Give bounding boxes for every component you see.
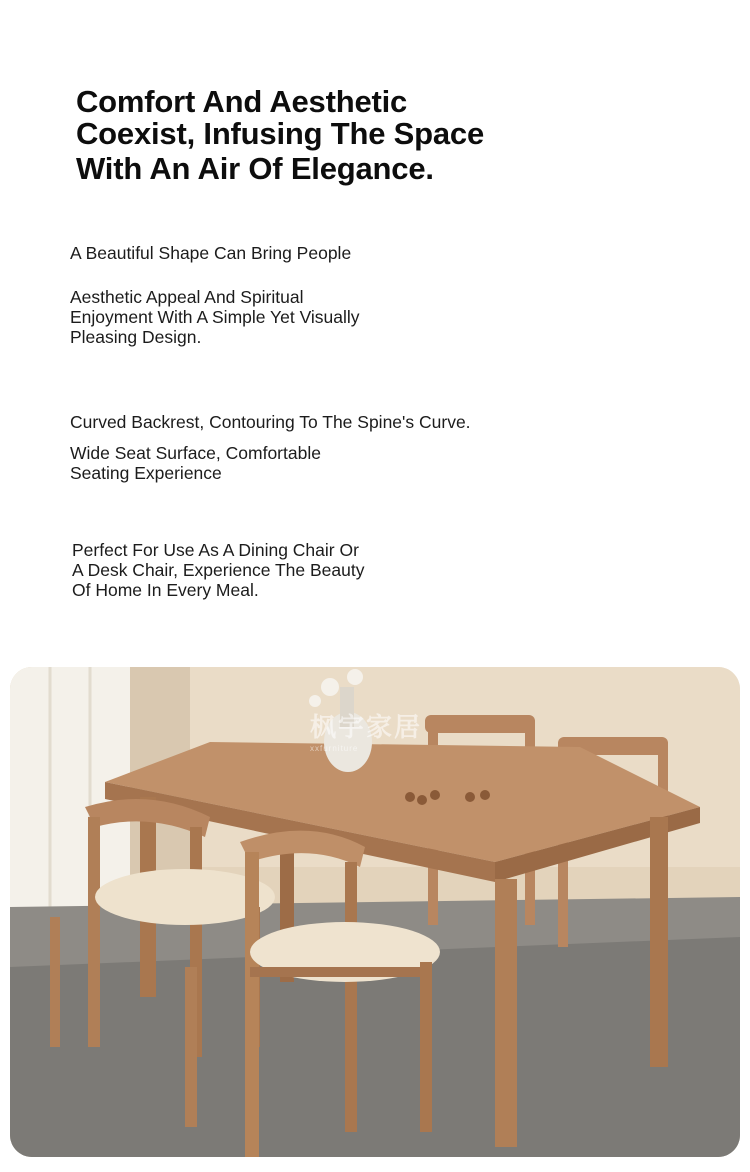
aesthetic-appeal-text: Aesthetic Appeal And Spiritual Enjoyment With A Simple Yet Visually Pleasing Design. bbox=[70, 287, 360, 347]
shape-intro-text: A Beautiful Shape Can Bring People bbox=[70, 243, 352, 263]
curved-backrest-text: Curved Backrest, Contouring To The Spine's Curve. bbox=[70, 412, 471, 432]
headline-line-2: Coexist, Infusing The Space bbox=[76, 116, 485, 151]
dining-set-photo bbox=[10, 667, 740, 1157]
wide-seat-text: Wide Seat Surface, Comfortable Seating Experience bbox=[70, 443, 321, 483]
headline-line-1: Comfort And Aesthetic bbox=[76, 84, 408, 119]
usage-text: Perfect For Use As A Dining Chair Or A Desk Chair, Experience The Beauty Of Home In Every Meal. bbox=[72, 540, 365, 600]
watermark-en: xxfurniture bbox=[310, 744, 359, 753]
watermark-1 bbox=[310, 707, 422, 753]
headline-line-3: With An Air Of Elegance. bbox=[76, 151, 434, 186]
headline bbox=[76, 86, 536, 185]
watermark-cn: 枫宇家居 bbox=[310, 712, 423, 742]
